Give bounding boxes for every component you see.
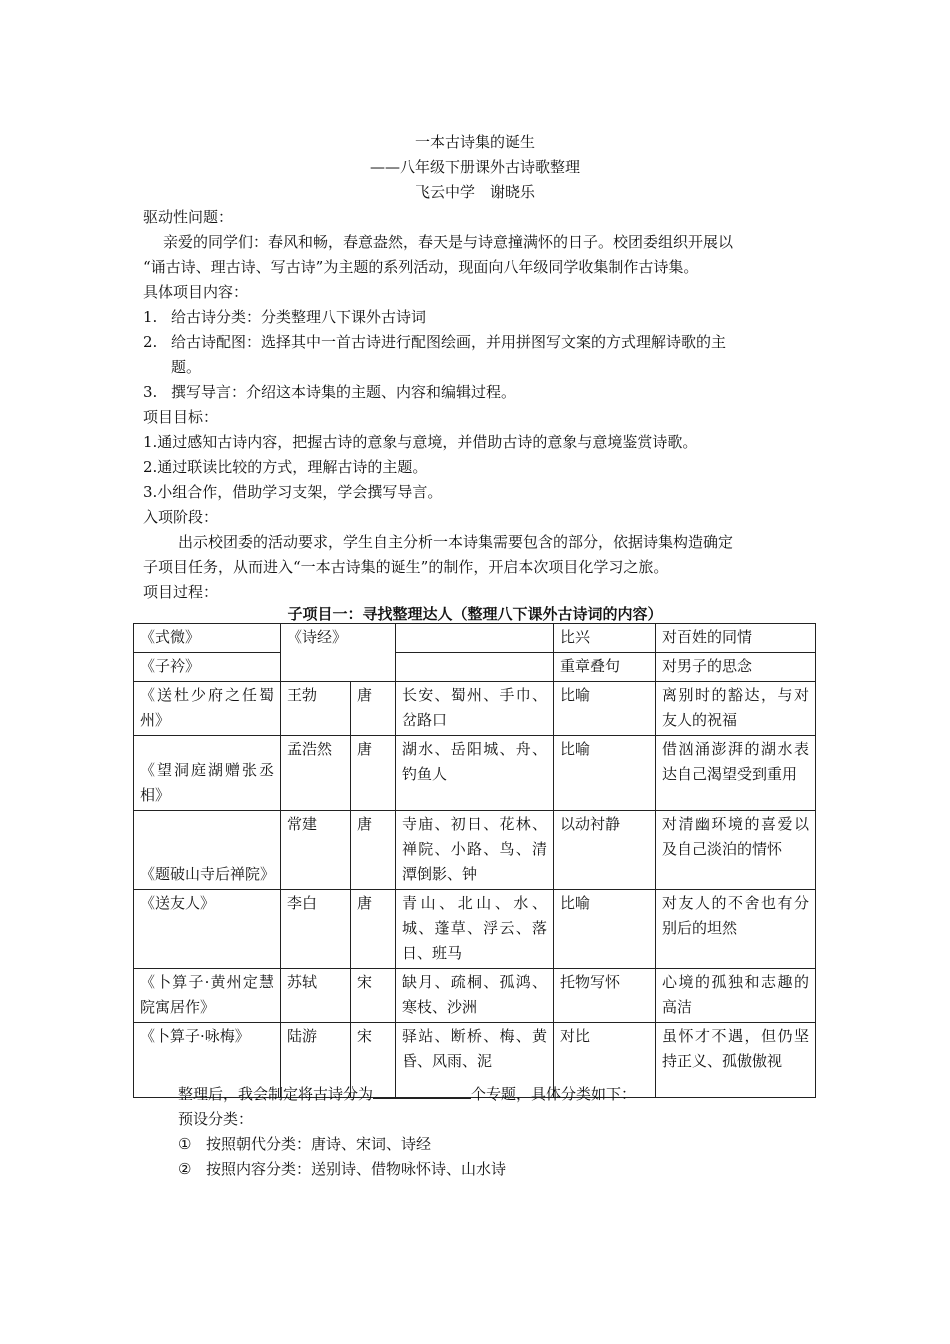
cell-imagery: 驿站、断桥、梅、黄昏、风雨、泥 (396, 1023, 554, 1098)
cell-technique: 以动衬静 (554, 811, 656, 890)
cell-emotion: 对清幽环境的喜爱以及自己淡泊的情怀 (656, 811, 816, 890)
fill-blank[interactable] (373, 1084, 471, 1099)
preset-heading: 预设分类： (178, 1110, 254, 1128)
cell-technique: 比喻 (554, 736, 656, 811)
cell-author: 陆游 (281, 1023, 351, 1098)
content-item-num: 2. (143, 333, 158, 351)
preset-text: 按照朝代分类：唐诗、宋词、诗经 (206, 1135, 432, 1153)
cell-title: 《望洞庭湖赠张丞相》 (134, 736, 281, 811)
cell-dynasty: 宋 (351, 969, 396, 1023)
cell-title: 《卜算子·咏梅》 (134, 1023, 281, 1098)
preset-num: ① (178, 1135, 192, 1153)
table-title: 子项目一：寻找整理达人（整理八下课外古诗词的内容） (287, 605, 663, 623)
cell-technique: 重章叠句 (554, 653, 656, 682)
cell-imagery: 寺庙、初日、花林、禅院、小路、鸟、清潭倒影、钟 (396, 811, 554, 890)
entry-line-2: 子项目任务，从而进入“一本古诗集的诞生”的制作，开启本次项目化学习之旅。 (143, 558, 669, 576)
content-item-3 (143, 381, 516, 402)
cell-dynasty: 宋 (351, 1023, 396, 1098)
cell-title: 《式微》 (134, 624, 281, 653)
cell-title: 《卜算子·黄州定慧院寓居作》 (134, 969, 281, 1023)
cell-emotion: 离别时的豁达，与对友人的祝福 (656, 682, 816, 736)
cell-imagery (396, 624, 554, 653)
cell-title: 《送友人》 (134, 890, 281, 969)
table-row (134, 624, 816, 653)
content-item-2-cont: 题。 (171, 358, 202, 376)
entry-line-1: 出示校团委的活动要求，学生自主分析一本诗集需要包含的部分，依据诗集构造确定 (178, 533, 734, 551)
cell-author: 《诗经》 (281, 624, 396, 682)
preset-num: ② (178, 1160, 192, 1178)
summary-line (178, 1083, 636, 1104)
doc-subtitle: ——八年级下册课外古诗歌整理 (369, 158, 580, 176)
cell-emotion: 对友人的不舍也有分别后的坦然 (656, 890, 816, 969)
cell-dynasty: 唐 (351, 682, 396, 736)
summary-before-blank: 整理后，我会制定将古诗分为 (178, 1085, 374, 1103)
cell-author: 李白 (281, 890, 351, 969)
doc-title: 一本古诗集的诞生 (414, 133, 535, 151)
table-row (134, 653, 816, 682)
cell-dynasty: 唐 (351, 811, 396, 890)
summary-after-blank: 个专题，具体分类如下： (471, 1085, 637, 1103)
content-item-1 (143, 306, 426, 327)
driving-line-2: “诵古诗、理古诗、写古诗”为主题的系列活动，现面向八年级同学收集制作古诗集。 (143, 258, 699, 276)
goal-item-2: 2.通过联读比较的方式，理解古诗的主题。 (143, 458, 428, 476)
cell-technique: 托物写怀 (554, 969, 656, 1023)
cell-emotion: 心境的孤独和志趣的高洁 (656, 969, 816, 1023)
content-item-text: 撰写导言：介绍这本诗集的主题、内容和编辑过程。 (171, 383, 517, 401)
preset-item-1 (178, 1133, 431, 1154)
content-heading: 具体项目内容： (143, 283, 249, 301)
goal-item-1: 1.通过感知古诗内容，把握古诗的意象与意境，并借助古诗的意象与意境鉴赏诗歌。 (143, 433, 698, 451)
preset-text: 按照内容分类：送别诗、借物咏怀诗、山水诗 (206, 1160, 507, 1178)
cell-title: 《题破山寺后禅院》 (134, 811, 281, 890)
table-row (134, 736, 816, 811)
preset-item-2 (178, 1158, 506, 1179)
cell-author: 常建 (281, 811, 351, 890)
content-item-2 (143, 331, 726, 352)
cell-author: 苏轼 (281, 969, 351, 1023)
doc-author: 飞云中学 谢晓乐 (414, 183, 535, 201)
content-item-num: 1. (143, 308, 158, 326)
table-row (134, 890, 816, 969)
process-heading: 项目过程： (143, 583, 219, 601)
cell-imagery: 湖水、岳阳城、舟、钓鱼人 (396, 736, 554, 811)
content-item-num: 3. (143, 383, 158, 401)
entry-heading: 入项阶段： (143, 508, 219, 526)
cell-dynasty: 唐 (351, 736, 396, 811)
cell-author: 王勃 (281, 682, 351, 736)
cell-imagery: 长安、蜀州、手巾、岔路口 (396, 682, 554, 736)
cell-technique: 比喻 (554, 682, 656, 736)
cell-imagery: 缺月、疏桐、孤鸿、寒枝、沙洲 (396, 969, 554, 1023)
cell-title: 《子衿》 (134, 653, 281, 682)
cell-emotion: 借汹涌澎湃的湖水表达自己渴望受到重用 (656, 736, 816, 811)
cell-emotion: 对百姓的同情 (656, 624, 816, 653)
cell-technique: 比兴 (554, 624, 656, 653)
table-row (134, 969, 816, 1023)
driving-line-1: 亲爱的同学们：春风和畅，春意盎然，春天是与诗意撞满怀的日子。校团委组织开展以 (163, 233, 734, 251)
cell-technique: 比喻 (554, 890, 656, 969)
cell-dynasty: 唐 (351, 890, 396, 969)
cell-author: 孟浩然 (281, 736, 351, 811)
table-row (134, 682, 816, 736)
cell-technique: 对比 (554, 1023, 656, 1098)
content-item-text: 给古诗分类：分类整理八下课外古诗词 (171, 308, 427, 326)
cell-emotion: 对男子的思念 (656, 653, 816, 682)
goal-item-3: 3.小组合作，借助学习支架，学会撰写导言。 (143, 483, 443, 501)
content-item-text: 给古诗配图：选择其中一首古诗进行配图绘画，并用拼图写文案的方式理解诗歌的主 (171, 333, 727, 351)
cell-emotion: 虽怀才不遇，但仍坚持正义、孤傲傲视 (656, 1023, 816, 1098)
table-row (134, 811, 816, 890)
poem-table (133, 623, 816, 1098)
goals-heading: 项目目标： (143, 408, 219, 426)
driving-heading: 驱动性问题： (143, 208, 234, 226)
cell-imagery (396, 653, 554, 682)
cell-title: 《送杜少府之任蜀州》 (134, 682, 281, 736)
cell-imagery: 青山、北山、水、城、蓬草、浮云、落日、班马 (396, 890, 554, 969)
